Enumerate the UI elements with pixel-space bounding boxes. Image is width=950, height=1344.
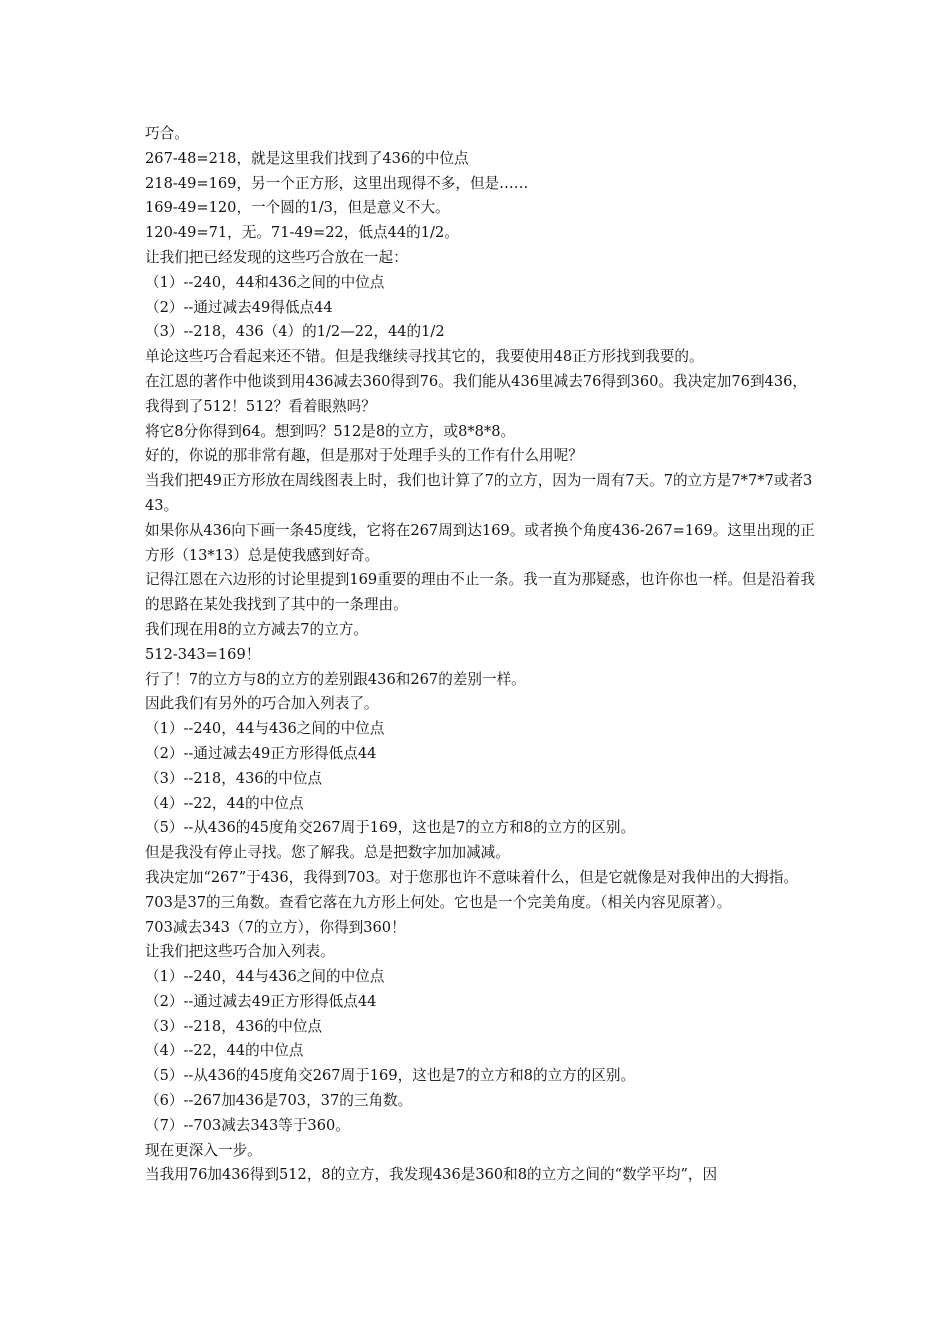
list-item: （3）--218，436的中位点: [145, 1017, 323, 1035]
paragraph: 169-49=120，一个圆的1/3，但是意义不大。: [145, 199, 450, 217]
list-item: （4）--22，44的中位点: [145, 794, 304, 812]
paragraph: 记得江恩在六边形的讨论里提到169重要的理由不止一条。我一直为那疑惑，也许你也一样。但是沿着我的思路在某处我找到了其中的一条理由。: [145, 571, 815, 614]
list-item: （5）--从436的45度角交267周于169，这也是7的立方和8的立方的区别。: [145, 1067, 636, 1085]
paragraph: 现在更深入一步。: [145, 1141, 262, 1159]
paragraph: 当我用76加436得到512，8的立方，我发现436是360和8的立方之间的“数学平均”，因: [145, 1166, 718, 1184]
list-item: （2）--通过减去49得低点44: [145, 298, 333, 316]
list-item: （2）--通过减去49正方形得低点44: [145, 992, 377, 1010]
list-item: （3）--218，436的中位点: [145, 769, 323, 787]
document-body: [145, 122, 815, 1188]
paragraph: 因此我们有另外的巧合加入列表了。: [145, 695, 379, 713]
paragraph: 218-49=169，另一个正方形，这里出现得不多，但是……: [145, 174, 529, 192]
list-item: （5）--从436的45度角交267周于169，这也是7的立方和8的立方的区别。: [145, 819, 636, 837]
list-item: （6）--267加436是703，37的三角数。: [145, 1092, 413, 1110]
paragraph: 好的，你说的那非常有趣，但是那对于处理手头的工作有什么用呢？: [145, 447, 583, 465]
paragraph: 我决定加“267”于436，我得到703。对于您那也许不意味着什么，但是它就像是对我伸出的大拇指。: [145, 868, 799, 886]
list-item: （1）--240，44与436之间的中位点: [145, 968, 385, 986]
paragraph: 让我们把这些巧合加入列表。: [145, 943, 335, 961]
list-item: （3）--218，436（4）的1/2—22，44的1/2: [145, 323, 445, 341]
paragraph: 将它8分你得到64。想到吗？512是8的立方，或8*8*8。: [145, 422, 516, 440]
paragraph: 单论这些巧合看起来还不错。但是我继续寻找其它的，我要使用48正方形找到我要的。: [145, 348, 704, 366]
paragraph: 如果你从436向下画一条45度线，它将在267周到达169。或者换个角度436-267=169。这里出现的正方形（13*13）总是使我感到好奇。: [145, 521, 815, 564]
paragraph: 703是37的三角数。查看它落在九方形上何处。它也是一个完美角度。（相关内容见原著）。: [145, 893, 732, 911]
paragraph: 但是我没有停止寻找。您了解我。总是把数字加加减减。: [145, 844, 510, 862]
paragraph: 512-343=169！: [145, 645, 261, 663]
paragraph: 让我们把已经发现的这些巧合放在一起：: [145, 248, 408, 266]
list-item: （4）--22，44的中位点: [145, 1042, 304, 1060]
paragraph: 行了！7的立方与8的立方的差别跟436和267的差别一样。: [145, 670, 526, 688]
list-item: （1）--240，44和436之间的中位点: [145, 273, 385, 291]
paragraph: 120-49=71，无。71-49=22，低点44的1/2。: [145, 224, 459, 242]
list-item: （1）--240，44与436之间的中位点: [145, 720, 385, 738]
list-item: （2）--通过减去49正方形得低点44: [145, 744, 377, 762]
paragraph: 当我们把49正方形放在周线图表上时，我们也计算了7的立方，因为一周有7天。7的立方是7*7*7或者343。: [145, 472, 813, 514]
paragraph: 703减去343（7的立方），你得到360！: [145, 918, 406, 936]
paragraph: 巧合。: [145, 125, 189, 142]
list-item: （7）--703减去343等于360。: [145, 1116, 350, 1134]
paragraph: 我们现在用8的立方减去7的立方。: [145, 620, 368, 638]
paragraph: 267-48=218，就是这里我们找到了436的中位点: [145, 149, 469, 167]
paragraph: 在江恩的著作中他谈到用436减去360得到76。我们能从436里减去76得到360。我决定加76到436，我得到了512！512？看着眼熟吗？: [145, 372, 807, 415]
